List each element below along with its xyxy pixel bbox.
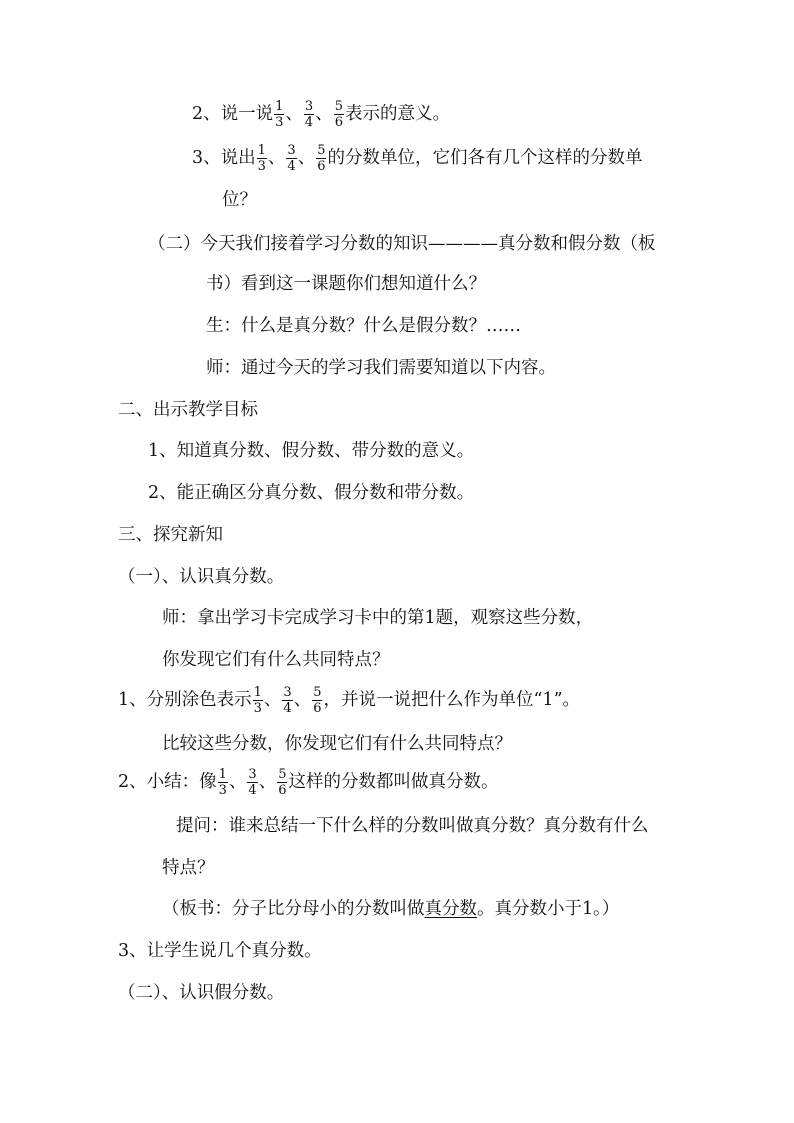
paragraph-line: 特点？ — [162, 858, 215, 878]
subsection-proper-fractions: （一）、认识真分数。 — [118, 567, 285, 587]
fraction-3-4: $\frac{3}{4}$ — [283, 684, 292, 716]
board-writing-definition: （板书：分子比分母小的分数叫做 真分数 。真分数小于1。） — [162, 899, 620, 919]
fraction-1-3: $\frac{1}{3}$ — [257, 142, 266, 174]
fraction-1-3: $\frac{1}{3}$ — [275, 98, 284, 130]
step-1-color-fractions: 1、分别涂色表示 $\frac{1}{3}$ 、 $\frac{3}{4}$ 、 $\frac{5}{6}$ ，并说一说把什么作为单位“1”。 — [118, 684, 581, 716]
fraction-3-4: $\frac{3}{4}$ — [287, 142, 296, 174]
paragraph-line: 比较这些分数，你发现它们有什么共同特点？ — [162, 734, 512, 754]
text: 2、说一说 — [192, 104, 274, 124]
teacher-statement: 师：通过今天的学习我们需要知道以下内容。 — [206, 358, 556, 378]
item-2-say-meaning: 2、说一说 $\frac{1}{3}$ 、 $\frac{3}{4}$ 、 $\frac{5}{6}$ 表示的意义。 — [192, 98, 450, 130]
section-heading-explore: 三、探究新知 — [118, 525, 223, 545]
fraction-5-6: $\frac{5}{6}$ — [278, 766, 287, 798]
underlined-term: 真分数 — [424, 899, 477, 919]
fraction-1-3: $\frac{1}{3}$ — [253, 684, 262, 716]
fraction-1-3: $\frac{1}{3}$ — [218, 766, 227, 798]
fraction-5-6: $\frac{5}{6}$ — [313, 684, 322, 716]
fraction-3-4: $\frac{3}{4}$ — [304, 98, 314, 130]
paragraph-line: 位？ — [222, 190, 257, 210]
step-3-examples: 3、让学生说几个真分数。 — [118, 941, 322, 961]
fraction-5-6: $\frac{5}{6}$ — [334, 98, 343, 130]
item-3-fraction-units: 3、说出 $\frac{1}{3}$ 、 $\frac{3}{4}$ 、 $\frac{5}{6}$ 的分数单位，它们各有几个这样的分数单 — [192, 142, 643, 174]
section-heading-objectives: 二、出示教学目标 — [118, 400, 258, 420]
paragraph-line: 书）看到这一课题你们想知道什么？ — [206, 274, 486, 294]
teacher-instruction: 师：拿出学习卡完成学习卡中的第1题，观察这些分数， — [162, 608, 594, 628]
step-2-summary: 2、小结：像 $\frac{1}{3}$ 、 $\frac{3}{4}$ 、 $\frac{5}{6}$ 这样的分数都叫做真分数。 — [118, 766, 499, 798]
fraction-5-6: $\frac{5}{6}$ — [317, 142, 326, 174]
objective-2: 2、能正确区分真分数、假分数和带分数。 — [148, 483, 475, 503]
subsection-improper-fractions: （二）、认识假分数。 — [118, 983, 285, 1003]
section-2-intro: （二）今天我们接着学习分数的知识————真分数和假分数（板 — [148, 234, 656, 254]
student-question: 生：什么是真分数？什么是假分数？…… — [206, 316, 521, 336]
paragraph-line: 你发现它们有什么共同特点？ — [162, 650, 390, 670]
text: 表示的意义。 — [344, 104, 450, 124]
objective-1: 1、知道真分数、假分数、带分数的意义。 — [148, 441, 475, 461]
question-prompt: 提问：谁来总结一下什么样的分数叫做真分数？真分数有什么 — [176, 816, 649, 836]
fraction-3-4: $\frac{3}{4}$ — [248, 766, 257, 798]
